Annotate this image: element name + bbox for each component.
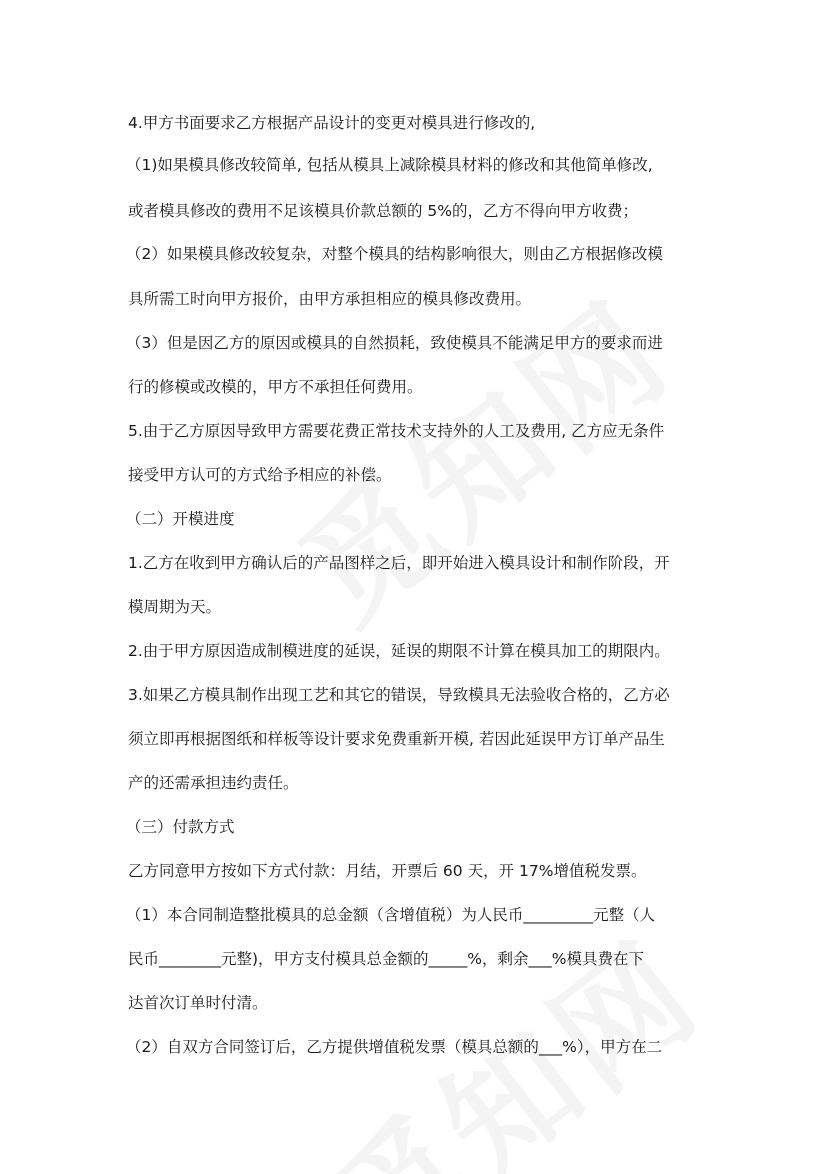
paragraph-line: 5.由于乙方原因导致甲方需要花费正常技术支持外的人工及费用, 乙方应无条件	[128, 422, 665, 440]
paragraph-line: 乙方同意甲方按如下方式付款：月结，开票后 60 天，开 17%增值税发票。	[128, 862, 647, 880]
section-heading: （二）开模进度	[126, 510, 235, 528]
paragraph-line: 达首次订单时付清。	[128, 994, 268, 1012]
watermark-logo	[257, 251, 703, 657]
watermark-logo	[287, 891, 733, 1174]
paragraph-line: 民币________元整)，甲方支付模具总金额的_____%，剩余___%模具费在下	[128, 950, 645, 968]
section-heading: （三）付款方式	[126, 818, 235, 836]
paragraph-line: 模周期为天。	[128, 598, 222, 616]
paragraph-line: （2）如果模具修改较复杂，对整个模具的结构影响很大，则由乙方根据修改模	[126, 245, 663, 263]
paragraph-line: 须立即再根据图纸和样板等设计要求免费重新开模, 若因此延误甲方订单产品生	[128, 730, 665, 748]
paragraph-line: （1)如果模具修改较简单, 包括从模具上减除模具材料的修改和其他简单修改,	[126, 156, 653, 174]
paragraph-line: 行的修模或改模的，甲方不承担任何费用。	[128, 378, 423, 396]
paragraph-line: 2.由于甲方原因造成制模进度的延误，延误的期限不计算在模具加工的期限内。	[128, 642, 670, 660]
paragraph-line: （1）本合同制造整批模具的总金额（含增值税）为人民币_________元整（人	[126, 906, 656, 924]
paragraph-line: 或者模具修改的费用不足该模具价款总额的 5%的，乙方不得向甲方收费；	[128, 202, 639, 220]
paragraph-line: （2）自双方合同签订后，乙方提供增值税发票（模具总额的___%），甲方在二	[126, 1038, 663, 1056]
paragraph-line: 产的还需承担违约责任。	[128, 774, 299, 792]
paragraph-line: 3.如果乙方模具制作出现工艺和其它的错误，导致模具无法验收合格的，乙方必	[128, 686, 670, 704]
paragraph-line: 4.甲方书面要求乙方根据产品设计的变更对模具进行修改的,	[128, 114, 536, 132]
paragraph-line: 接受甲方认可的方式给予相应的补偿。	[128, 466, 392, 484]
paragraph-line: （3）但是因乙方的原因或模具的自然损耗，致使模具不能满足甲方的要求而进	[126, 334, 663, 352]
paragraph-line: 1.乙方在收到甲方确认后的产品图样之后，即开始进入模具设计和制作阶段，开	[128, 554, 670, 572]
paragraph-line: 具所需工时向甲方报价，由甲方承担相应的模具修改费用。	[128, 290, 532, 308]
